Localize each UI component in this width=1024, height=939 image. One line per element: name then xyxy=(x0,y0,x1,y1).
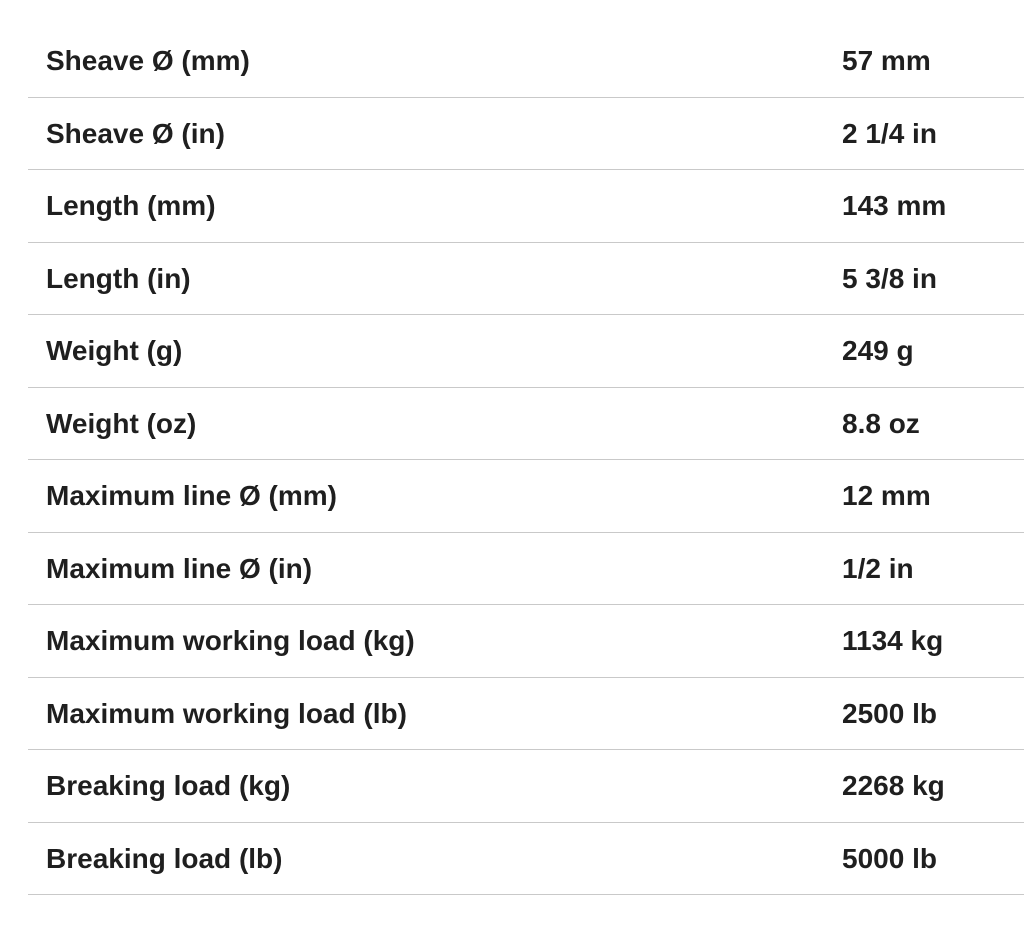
spec-label: Breaking load (lb) xyxy=(46,842,283,874)
spec-value: 2 1/4 in xyxy=(842,117,937,149)
spec-label: Maximum line Ø (in) xyxy=(46,552,313,584)
spec-value: 1/2 in xyxy=(842,552,914,584)
spec-row-length-mm xyxy=(28,170,1024,243)
spec-row-sheave-mm xyxy=(28,25,1024,98)
spec-row-breaking-load-kg xyxy=(28,750,1024,823)
spec-label: Length (in) xyxy=(46,262,191,294)
spec-row-sheave-in xyxy=(28,98,1024,171)
spec-row-max-line-in xyxy=(28,533,1024,606)
spec-value: 249 g xyxy=(842,335,914,366)
spec-row-weight-g xyxy=(28,315,1024,388)
spec-value: 8.8 oz xyxy=(842,407,920,439)
spec-value: 5 3/8 in xyxy=(842,262,937,294)
spec-label: Weight (g) xyxy=(46,335,183,366)
spec-label: Sheave Ø (in) xyxy=(46,117,225,149)
spec-value: 57 mm xyxy=(842,45,931,76)
spec-label: Maximum working load (lb) xyxy=(46,697,407,729)
spec-label: Weight (oz) xyxy=(46,407,197,439)
spec-label: Sheave Ø (mm) xyxy=(46,45,250,76)
spec-value: 2500 lb xyxy=(842,697,937,729)
spec-label: Length (mm) xyxy=(46,190,216,221)
spec-value: 143 mm xyxy=(842,190,947,221)
spec-row-max-line-mm xyxy=(28,460,1024,533)
spec-label: Maximum working load (kg) xyxy=(46,625,415,656)
spec-row-weight-oz xyxy=(28,388,1024,461)
spec-table xyxy=(28,25,1024,895)
spec-value: 1134 kg xyxy=(842,625,944,656)
spec-label: Maximum line Ø (mm) xyxy=(46,480,337,511)
spec-value: 12 mm xyxy=(842,480,931,511)
spec-value: 2268 kg xyxy=(842,770,945,801)
spec-row-max-working-load-kg xyxy=(28,605,1024,678)
spec-value: 5000 lb xyxy=(842,842,937,874)
spec-label: Breaking load (kg) xyxy=(46,770,291,801)
spec-row-length-in xyxy=(28,243,1024,316)
spec-row-breaking-load-lb xyxy=(28,823,1024,896)
spec-row-max-working-load-lb xyxy=(28,678,1024,751)
